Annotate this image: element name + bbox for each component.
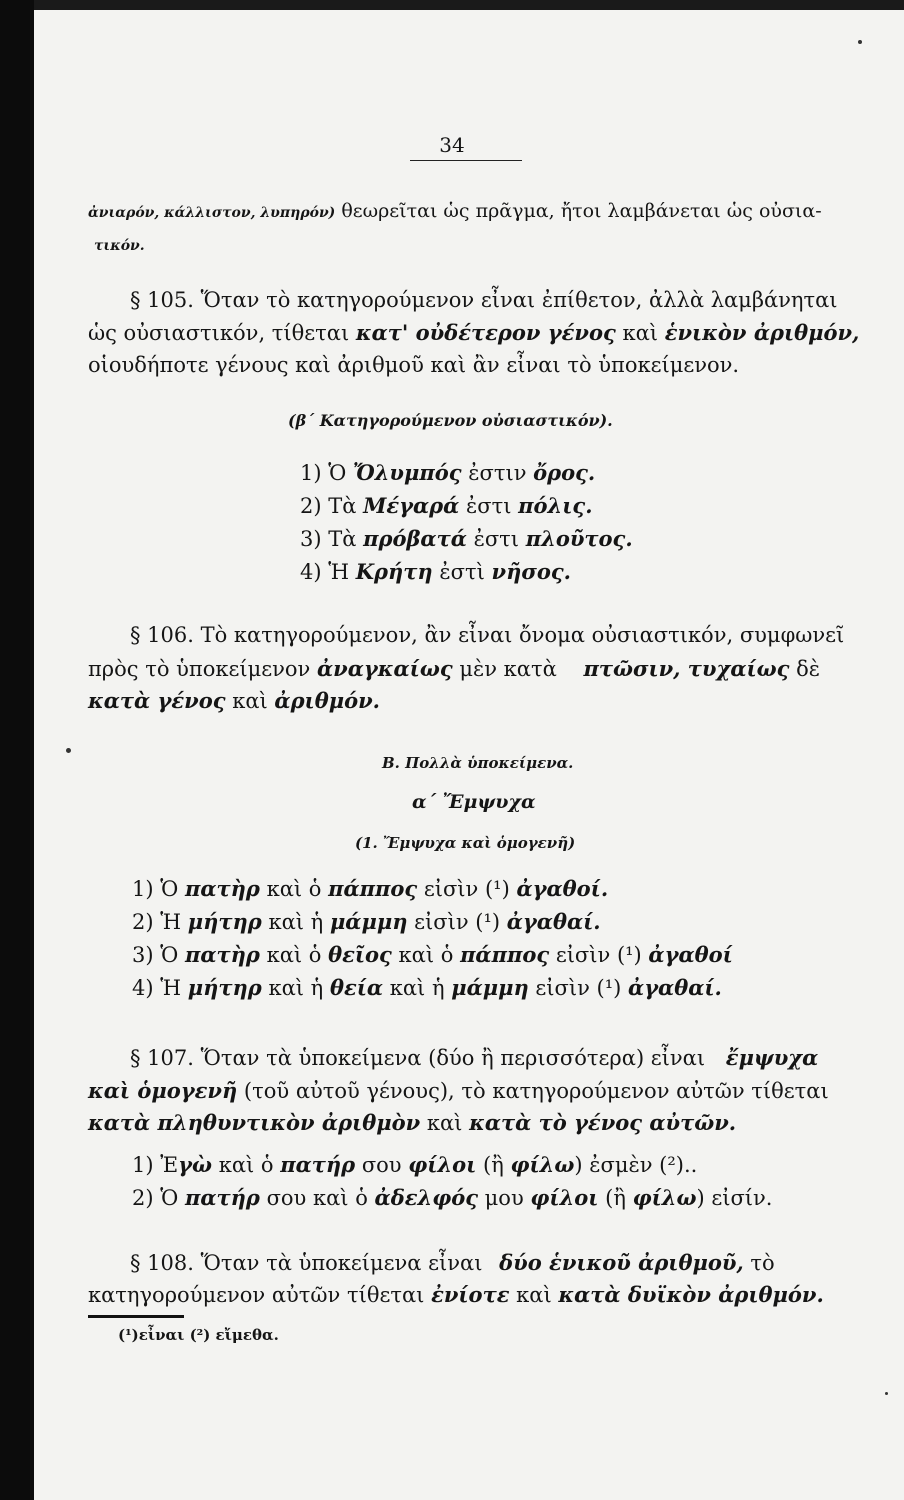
- example-number: 4): [300, 560, 322, 584]
- examples_c-example-2: 2) Ὁ πατήρ σου καὶ ὁ ἀδελφός μου φίλοι (ἢ φίλω) εἰσίν.: [132, 1185, 773, 1210]
- carryover-line-2: τικόν.: [94, 238, 145, 254]
- scan-top-edge: [0, 0, 904, 10]
- example-number: 1): [132, 1153, 154, 1177]
- p107-line-1: § 107. Ὅταν τὰ ὑποκείμενα (δύο ἢ περισσότερα) εἶναι ἔμψυχα: [130, 1045, 819, 1070]
- examples_a-example-3: 3) Τὰ πρόβατά ἐστι πλοῦτος.: [300, 526, 633, 551]
- footnote-rule: [88, 1315, 184, 1318]
- scan-left-edge: [0, 0, 34, 1500]
- carryover-line-1: ἀνιαρόν, κάλλιστον, λυπηρόν) θεωρεῖται ὡς πρᾶγμα, ἤτοι λαμβάνεται ὡς οὐσια-: [88, 200, 822, 222]
- examples_b-example-1: 1) Ὁ πατὴρ καὶ ὁ πάππος εἰσὶν (¹) ἀγαθοί.: [132, 876, 609, 901]
- p108-line-1: § 108. Ὅταν τὰ ὑποκείμενα εἶναι δύο ἑνικοῦ ἀριθμοῦ, τὸ: [130, 1250, 775, 1275]
- example-number: 2): [300, 494, 322, 518]
- examples_b-example-2: 2) Ἡ μήτηρ καὶ ἡ μάμμη εἰσὶν (¹) ἀγαθαί.: [132, 909, 601, 934]
- heading-B: Β. Πολλὰ ὑποκείμενα.: [382, 754, 574, 772]
- scan-speck: [885, 1392, 888, 1395]
- p105-line-3: οἱουδήποτε γένους καὶ ἀριθμοῦ καὶ ἂν εἶναι τὸ ὑποκείμενον.: [88, 353, 740, 377]
- examples_a-example-4: 4) Ἡ Κρήτη ἐστὶ νῆσος.: [300, 559, 571, 584]
- example-number: 3): [132, 943, 154, 967]
- p106-line-2: πρὸς τὸ ὑποκείμενον ἀναγκαίως μὲν κατὰ πτῶσιν, τυχαίως δὲ: [88, 656, 821, 681]
- examples_c-example-1: 1) Ἐγὼ καὶ ὁ πατήρ σου φίλοι (ἢ φίλω) ἐσμὲν (²)..: [132, 1152, 698, 1177]
- examples_a-example-1: 1) Ὁ Ὄλυμπός ἐστιν ὄρος.: [300, 460, 596, 485]
- examples_b-example-3: 3) Ὁ πατὴρ καὶ ὁ θεῖος καὶ ὁ πάππος εἰσὶν (¹) ἀγαθοί: [132, 942, 733, 967]
- heading-a-empsycha: α΄ Ἔμψυχα: [412, 791, 536, 813]
- header-rule: [410, 160, 522, 161]
- example-number: 4): [132, 976, 154, 1000]
- scan-speck: [858, 40, 862, 44]
- example-number: 3): [300, 527, 322, 551]
- example-number: 1): [300, 461, 322, 485]
- example-number: 2): [132, 910, 154, 934]
- p106-line-1: § 106. Τὸ κατηγορούμενον, ἂν εἶναι ὄνομα οὐσιαστικόν, συμφωνεῖ: [130, 623, 845, 647]
- p108-line-2: κατηγορούμενον αὐτῶν τίθεται ἐνίοτε καὶ κατὰ δυϊκὸν ἀριθμόν.: [88, 1282, 824, 1307]
- page-number: 34: [439, 133, 465, 157]
- examples_b-example-4: 4) Ἡ μήτηρ καὶ ἡ θεία καὶ ἡ μάμμη εἰσὶν (¹) ἀγαθαί.: [132, 975, 722, 1000]
- scan-speck: [66, 748, 71, 753]
- p107-line-2: καὶ ὁμογενῆ (τοῦ αὐτοῦ γένους), τὸ κατηγορούμενον αὐτῶν τίθεται: [88, 1078, 829, 1103]
- p105-line-2: ὡς οὐσιαστικόν, τίθεται κατ' οὐδέτερον γένος καὶ ἑνικὸν ἀριθμόν,: [88, 320, 860, 345]
- p107-line-3: κατὰ πληθυντικὸν ἀριθμὸν καὶ κατὰ τὸ γένος αὐτῶν.: [88, 1110, 737, 1135]
- example-number: 1): [132, 877, 154, 901]
- p106-line-3: κατὰ γένος καὶ ἀριθμόν.: [88, 688, 380, 713]
- section-beta-heading: (β΄ Κατηγορούμενον οὐσιαστικόν).: [288, 411, 613, 430]
- heading-1-empsycha-homogene: (1. Ἔμψυχα καὶ ὁμογενῆ): [355, 834, 576, 852]
- examples_a-example-2: 2) Τὰ Μέγαρά ἐστι πόλις.: [300, 493, 593, 518]
- p105-line-1: § 105. Ὅταν τὸ κατηγορούμενον εἶναι ἐπίθετον, ἀλλὰ λαμβάνηται: [130, 288, 838, 312]
- example-number: 2): [132, 1186, 154, 1210]
- footnote: (¹)εἶναι (²) εἴμεθα.: [118, 1326, 279, 1344]
